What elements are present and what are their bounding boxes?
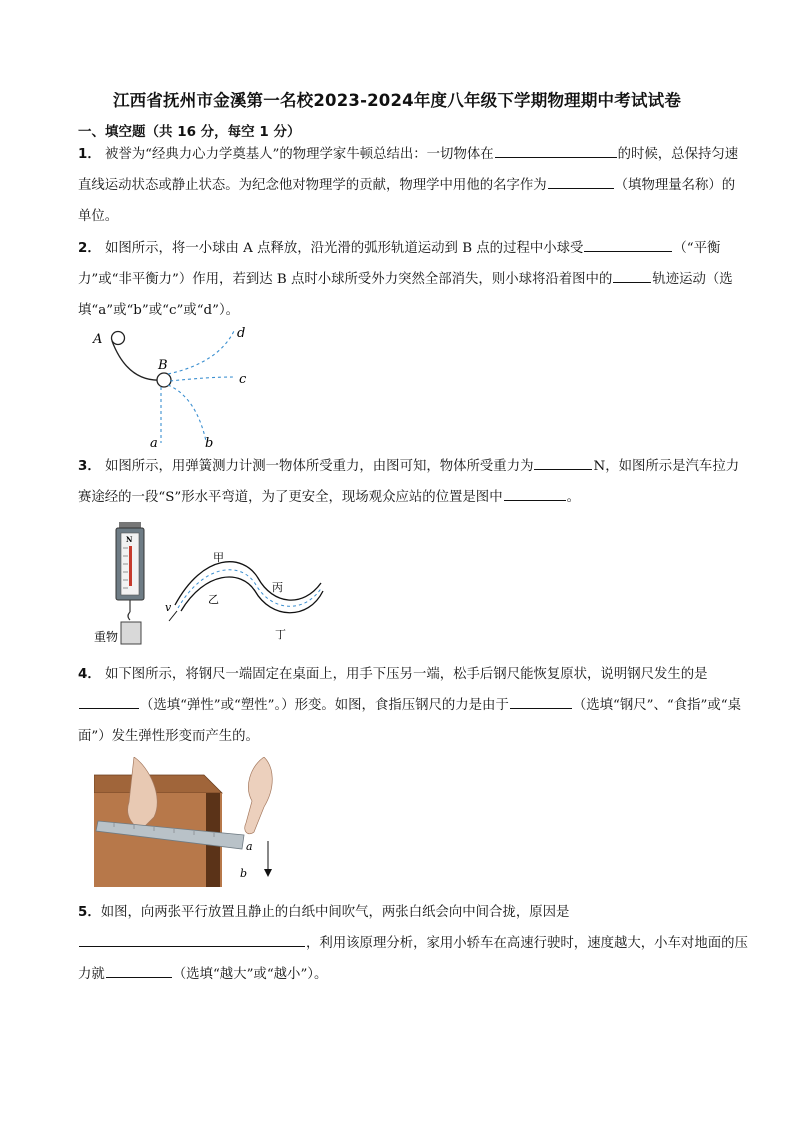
path-d — [168, 331, 234, 374]
label-b-upper: B — [158, 358, 168, 373]
weight-label: 重物 — [94, 630, 119, 644]
label-path-c: c — [239, 372, 247, 387]
question-text: 如下图所示，将钢尺一端固定在桌面上，用手下压另一端，松手后钢尺能恢复原状，说明钢尺发生的是 — [104, 667, 708, 682]
label-ruler-b: b — [240, 867, 248, 880]
label-path-a: a — [150, 436, 158, 451]
question-text: 的时候，总保持匀速直线运动状态或静止状态。为纪念他对物理学的贡献，物理学中用他的名字作为 — [78, 147, 739, 193]
label-a-upper: A — [93, 332, 103, 347]
label-path-d: d — [237, 326, 246, 341]
question-5 — [78, 897, 748, 990]
question-3 — [78, 451, 748, 513]
weight-block — [121, 622, 141, 644]
arc-track-figure — [88, 323, 268, 451]
question-1 — [78, 139, 748, 232]
answer-blank[interactable] — [79, 692, 139, 709]
position-jia: 甲 — [213, 551, 224, 564]
position-bing: 丙 — [272, 581, 283, 594]
answer-blank[interactable] — [534, 453, 592, 470]
question-number: 4． — [78, 667, 101, 682]
arc-track — [112, 341, 163, 380]
answer-blank[interactable] — [79, 930, 305, 947]
spring-scale-figure — [92, 522, 162, 652]
scale-unit: N — [126, 535, 133, 544]
answer-blank[interactable] — [584, 235, 672, 252]
scale-hook-top — [119, 522, 141, 528]
question-text: （选填“钢尺”、“食指”或“桌面”）发生弹性形变而产生的。 — [78, 698, 741, 744]
answer-blank[interactable] — [495, 141, 617, 158]
answer-blank[interactable] — [510, 692, 572, 709]
hook-curve — [128, 612, 130, 620]
question-number: 5． — [78, 905, 101, 920]
answer-blank[interactable] — [504, 484, 566, 501]
answer-blank[interactable] — [613, 266, 651, 283]
ruler-table-figure — [94, 757, 294, 887]
question-text: 。 — [566, 490, 580, 505]
question-text: 如图所示，用弹簧测力计测一物体所受重力，由图可知，物体所受重力为 — [104, 459, 534, 474]
paper-title: 江西省抚州市金溪第一名校2023-2024年度八年级下学期物理期中考试试卷 — [112, 91, 682, 110]
scale-indicator — [129, 546, 132, 586]
path-b — [168, 385, 206, 441]
question-text: N，如图所示是汽车拉力赛途经的一段“S”形水平弯道，为了更安全，现场观众应站的位置是图中 — [78, 459, 740, 505]
section-heading: 一、填空题（共 16 分，每空 1 分） — [78, 124, 301, 140]
label-path-b: b — [205, 436, 214, 451]
table-top — [94, 775, 222, 793]
question-text: （选填“越大”或“越小”）。 — [172, 967, 328, 982]
question-4 — [78, 659, 748, 752]
question-text: （填物理量名称）的单位。 — [78, 178, 736, 224]
question-text: ，利用该原理分析，家用小轿车在高速行驶时，速度越大，小车对地面的压力就 — [78, 936, 748, 982]
question-text: （“平衡力”或“非平衡力”）作用，若到达 B 点时小球所受外力突然全部消失，则小球将沿着图中的 — [78, 241, 721, 287]
velocity-label: v — [165, 601, 172, 614]
path-c — [170, 377, 234, 381]
road-inner-edge — [181, 577, 323, 613]
s-curve-road-figure — [163, 543, 328, 643]
question-text: 被誉为“经典力心力学奠基人”的物理学家牛顿总结出：一切物体在 — [104, 147, 494, 162]
question-number: 2． — [78, 241, 101, 256]
position-ding: 丁 — [275, 628, 286, 641]
ball-at-a — [112, 332, 125, 345]
question-text: 如图，向两张平行放置且静止的白纸中间吹气，两张白纸会向中间合拢，原因是 — [100, 905, 570, 920]
question-2 — [78, 233, 748, 326]
answer-blank[interactable] — [106, 961, 172, 978]
answer-blank[interactable] — [548, 172, 614, 189]
question-text: 如图所示，将一小球由 A 点释放，沿光滑的弧形轨道运动到 B 点的过程中小球受 — [104, 241, 584, 256]
question-text: 轨迹运动（选填“a”或“b”或“c”或“d”）。 — [78, 272, 733, 318]
question-number: 1． — [78, 147, 101, 162]
position-yi: 乙 — [208, 593, 219, 606]
question-number: 3． — [78, 459, 101, 474]
label-ruler-a: a — [246, 840, 253, 853]
question-text: （选填“弹性”或“塑性”。）形变。如图，食指压钢尺的力是由于 — [140, 698, 509, 713]
